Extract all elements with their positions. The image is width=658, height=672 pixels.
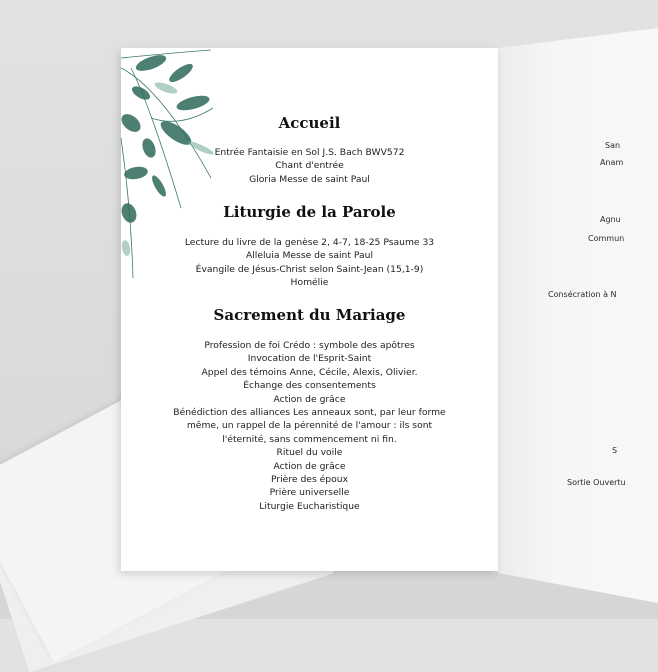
list-item: Liturgie Eucharistique	[259, 500, 360, 512]
list-item: Prière universelle	[269, 487, 350, 499]
list-item: Bénédiction des alliances Les anneaux sont, par leur forme	[173, 407, 446, 419]
right-fragment-1: San	[605, 141, 621, 150]
section-title-liturgie: Liturgie de la Parole	[223, 203, 396, 221]
section-title-sacrement: Sacrement du Mariage	[213, 306, 406, 324]
list-item: Invocation de l'Esprit-Saint	[247, 353, 372, 365]
left-page	[121, 48, 498, 571]
right-page	[498, 28, 658, 603]
list-item: Appel des témoins Anne, Cécile, Alexis, Olivier.	[201, 366, 418, 378]
list-item: Action de grâce	[273, 393, 346, 405]
right-fragment-4: Commun	[588, 234, 625, 243]
list-item: Évangile de Jésus-Christ selon Saint-Jean (15,1-9)	[195, 263, 424, 275]
list-item: Homélie	[290, 277, 329, 289]
list-item: l'éternité, sans commencement ni fin.	[222, 433, 397, 445]
list-item: Prière des époux	[270, 474, 349, 486]
right-fragment-7: Sortie Ouvertu	[567, 478, 626, 487]
list-item: Entrée Fantaisie en Sol J.S. Bach BWV572	[214, 147, 405, 158]
list-item: Profession de foi Crédo : symbole des apôtres	[204, 340, 415, 351]
section-list-liturgie	[121, 236, 498, 290]
list-item: Action de grâce	[273, 460, 346, 472]
right-fragment-5: Consécration à N	[548, 290, 617, 299]
list-item: même, un rappel de la pérennité de l'amour : ils sont	[186, 420, 433, 432]
list-item: Gloria Messe de saint Paul	[249, 173, 370, 185]
list-item: Alleluia Messe de saint Paul	[245, 250, 374, 262]
section-list-sacrement	[121, 339, 498, 513]
list-item: Échange des consentements	[243, 380, 376, 392]
section-title-accueil: Accueil	[278, 114, 341, 132]
right-fragment-6: S	[612, 446, 618, 455]
list-item: Lecture du livre de la genèse 2, 4-7, 18-25 Psaume 33	[184, 237, 435, 248]
right-fragment-3: Agnu	[600, 215, 621, 224]
section-list-accueil	[121, 146, 498, 186]
right-fragment-2: Anam	[600, 158, 624, 167]
list-item: Rituel du voile	[276, 447, 343, 459]
list-item: Chant d'entrée	[275, 160, 344, 172]
